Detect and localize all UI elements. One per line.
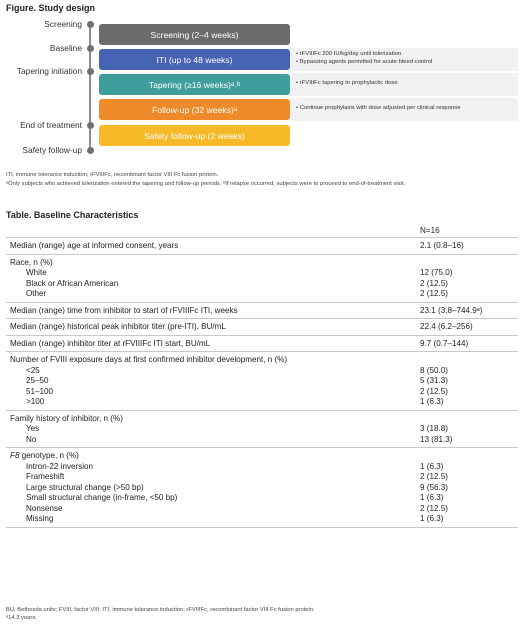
table-row — [6, 319, 518, 336]
table-value: 3 (18.8) — [420, 424, 448, 433]
table-footnote-2: ᵃ14.3 years. — [6, 615, 37, 622]
note-follow-up — [290, 98, 518, 121]
timeline-label-end-of-treatment: End of treatment — [20, 120, 82, 130]
table-value: 1 (6.3) — [420, 514, 444, 523]
table-row-line — [6, 483, 518, 494]
table-row-line — [6, 322, 518, 333]
table-row — [6, 336, 518, 353]
table-row-line — [6, 258, 518, 269]
table-row-line — [6, 414, 518, 425]
table-value: 2 (12.5) — [420, 503, 448, 513]
table-sublabel: Other — [26, 289, 47, 298]
timeline-label-screening: Screening — [44, 19, 82, 29]
table-header-row — [6, 224, 518, 238]
timeline-label-tapering-initiation: Tapering initiation — [16, 66, 82, 76]
table-sublabel: 51–100 — [26, 386, 54, 396]
table-row-line — [6, 472, 518, 483]
table-body — [6, 238, 518, 528]
stage-iti: ITI (up to 48 weeks) — [99, 49, 290, 70]
column-header-n: N=16 — [420, 226, 440, 235]
timeline-dot-tapering-initiation — [87, 68, 94, 75]
table-label: Median (range) age at informed consent, years — [10, 241, 179, 250]
timeline-line — [89, 24, 91, 150]
table-value: 22.4 (6.2–256) — [420, 322, 473, 331]
table-label: Family history of inhibitor, n (%) — [10, 413, 123, 423]
table-row-line — [6, 424, 518, 435]
table-value: 1 (6.3) — [420, 397, 444, 406]
note-follow-up-line-1: • Continue prophylaxis with dose adjusted per clinical response — [296, 105, 461, 111]
table-row — [6, 352, 518, 411]
table-value: 2 (12.5) — [420, 386, 448, 396]
table-row — [6, 303, 518, 320]
note-iti-line-2: • Bypassing agents permitted for acute bleed control — [296, 59, 433, 66]
timeline-dot-end-of-treatment — [87, 122, 94, 129]
table-value: 12 (75.0) — [420, 268, 453, 277]
table-row-line — [6, 306, 518, 317]
table-row-line — [6, 279, 518, 290]
table-value: 9 (56.3) — [420, 482, 448, 492]
table-value: 1 (6.3) — [420, 461, 444, 471]
stage-screening: Screening (2–4 weeks) — [99, 24, 290, 45]
table-label: Number of FVIII exposure days at first confirmed inhibitor development, n (%) — [10, 355, 288, 364]
table-row-line — [6, 355, 518, 366]
table-sublabel: Intron-22 inversion — [26, 461, 94, 471]
table-value: 13 (81.3) — [420, 434, 453, 444]
timeline-dot-safety-follow-up — [87, 147, 94, 154]
timeline-dot-screening — [87, 21, 94, 28]
table-value: 9.7 (0.7–144) — [420, 338, 469, 348]
table-title: Table. Baseline Characteristics — [6, 210, 139, 220]
table-sublabel: 25–50 — [26, 376, 49, 385]
table-sublabel: Yes — [26, 424, 40, 433]
table-value: 2.1 (0.8–16) — [420, 241, 464, 250]
table-sublabel: <25 — [26, 365, 40, 375]
table-sublabel: Frameshift — [26, 472, 65, 481]
table-label: F8 genotype, n (%) — [10, 451, 79, 460]
table-row-line — [6, 435, 518, 446]
table-label: Race, n (%) — [10, 257, 53, 267]
table-value: 2 (12.5) — [420, 278, 448, 288]
timeline-label-safety-follow-up: Safety follow-up — [22, 145, 82, 155]
table-row-line — [6, 451, 518, 462]
table-label: Median (range) historical peak inhibitor titer (pre-ITI), BU/mL — [10, 322, 226, 331]
table-row-line — [6, 387, 518, 398]
table-row — [6, 255, 518, 303]
table-row — [6, 448, 518, 528]
table-sublabel: Small structural change (in-frame, <50 bp) — [26, 493, 178, 502]
table-footnotes — [6, 606, 315, 622]
table-value: 2 (12.5) — [420, 289, 448, 298]
table-sublabel: Nonsense — [26, 503, 63, 513]
note-iti — [290, 48, 518, 71]
stage-follow-up: Follow-up (32 weeks)ᵃ — [99, 99, 290, 120]
table-sublabel: Missing — [26, 514, 54, 523]
figure-footnote-1: ITI, immune tolerance induction; rFVIIIFc, recombinant factor VIII Fc fusion protein. — [6, 172, 219, 178]
table-value: 1 (6.3) — [420, 493, 444, 502]
table-sublabel: Large structural change (>50 bp) — [26, 482, 144, 492]
table-label: Median (range) inhibitor titer at rFVIIIFc ITI start, BU/mL — [10, 338, 211, 348]
table-row-line — [6, 241, 518, 252]
table-row-line — [6, 376, 518, 387]
table-row-line — [6, 268, 518, 279]
table-sublabel: White — [26, 268, 47, 277]
table-value: 23.1 (3.8–744.9ᵃ) — [420, 305, 483, 315]
table-row-line — [6, 289, 518, 300]
stage-safety-follow-up: Safety follow-up (2 weeks) — [99, 125, 290, 146]
figure-title: Figure. Study design — [6, 3, 96, 13]
table-value: 5 (31.3) — [420, 376, 448, 385]
table-row-line — [6, 504, 518, 515]
table-row-line — [6, 397, 518, 408]
figure-footnote-2: ᵃOnly subjects who achieved tolerization entered the tapering and follow-up periods. ᵇIf relapse occurred, subjects were to proceed to end-of-treatment visit. — [6, 181, 406, 187]
note-iti-line-1: • rFVIIIFc 200 IU/kg/day until tolerization — [296, 51, 402, 57]
note-tapering-line-1: • rFVIIIFc tapering to prophylactic dose — [296, 80, 398, 86]
table-value: 8 (50.0) — [420, 365, 448, 375]
table-sublabel: Black or African American — [26, 278, 119, 288]
table-sublabel: No — [26, 434, 37, 444]
table-row-line — [6, 493, 518, 504]
table-footnote-1: BU, Bethesda units; FVIII, factor VIII; ITI, immune tolerance induction; rFVIIIFc, recombinant factor VIII Fc fusion protein. — [6, 607, 315, 613]
note-tapering — [290, 73, 518, 96]
table-value: 2 (12.5) — [420, 472, 448, 481]
table-row-line — [6, 366, 518, 377]
table-label: Median (range) time from inhibitor to start of rFVIIIFc ITI, weeks — [10, 305, 238, 315]
timeline-label-baseline: Baseline — [49, 43, 82, 53]
table-row-line — [6, 339, 518, 350]
table-row-line — [6, 462, 518, 473]
table-row-line — [6, 514, 518, 525]
table-sublabel: >100 — [26, 397, 45, 406]
stage-tapering: Tapering (≥16 weeks)ᵃ˒ᵇ — [99, 74, 290, 95]
timeline-dot-baseline — [87, 45, 94, 52]
table-row — [6, 411, 518, 449]
table-row — [6, 238, 518, 255]
baseline-table — [6, 224, 518, 528]
